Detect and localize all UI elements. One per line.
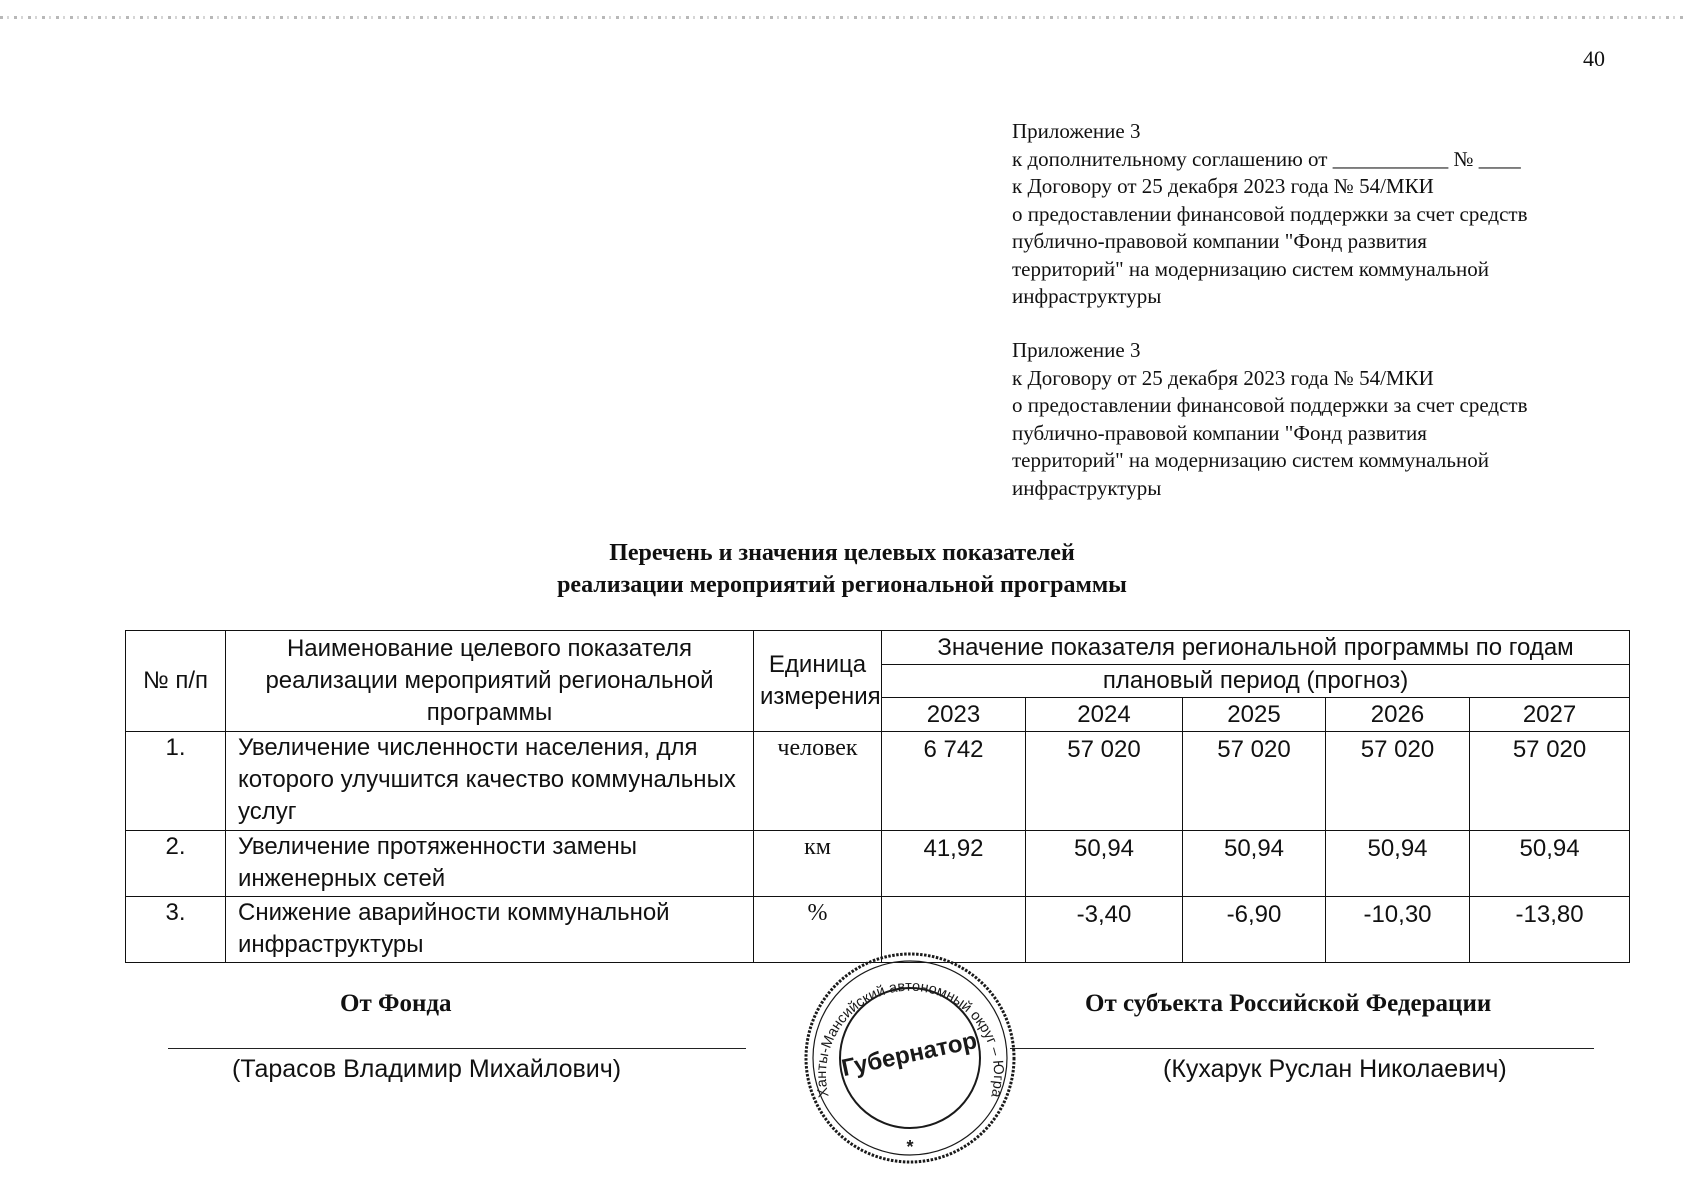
header-unit: Единица измерения — [754, 631, 882, 732]
appendix-line: Приложение 3 — [1012, 119, 1141, 143]
appendix-line: публично-правовой компании "Фонд развития — [1012, 420, 1427, 445]
appendix-line: территорий" на модернизацию систем коммунальной — [1012, 256, 1489, 281]
header-year: 2027 — [1470, 698, 1630, 732]
fund-signer-name: (Тарасов Владимир Михайлович) — [232, 1055, 622, 1083]
value-cell: 6 742 — [882, 732, 1026, 831]
appendix-line: о предоставлении финансовой поддержки за счет средств — [1012, 393, 1528, 417]
header-year: 2026 — [1326, 698, 1470, 732]
unit-cell: человек — [754, 732, 882, 831]
appendix-line: инфраструктуры — [1012, 475, 1162, 500]
appendix-line: Приложение 3 — [1012, 338, 1141, 362]
header-year: 2023 — [882, 698, 1026, 732]
appendix-line: территорий" на модернизацию систем коммунальной — [1012, 448, 1489, 472]
table-row — [126, 732, 1630, 831]
seal-center-text: Губернатор — [839, 1027, 980, 1083]
appendix-line: к Договору от 25 декабря 2023 года № 54/МКИ — [1012, 174, 1434, 198]
appendix-line: к Договору от 25 декабря 2023 года № 54/МКИ — [1012, 365, 1434, 390]
appendix-note-contract — [1012, 337, 1612, 502]
governor-seal — [800, 950, 1020, 1165]
row-number: 3. — [126, 897, 226, 963]
value-cell: -6,90 — [1183, 897, 1326, 963]
value-cell: 57 020 — [1470, 732, 1630, 831]
fund-signature-label: От Фонда — [340, 990, 452, 1017]
header-row — [126, 631, 1630, 665]
value-cell: 50,94 — [1026, 831, 1183, 897]
subject-signature-line — [1010, 1048, 1594, 1049]
page-number: 40 — [1583, 46, 1605, 71]
value-cell: -13,80 — [1470, 897, 1630, 963]
appendix-line: о предоставлении финансовой поддержки за счет средств — [1012, 201, 1528, 226]
row-number: 1. — [126, 732, 226, 831]
header-num: № п/п — [126, 631, 226, 732]
indicator-name: Снижение аварийности коммунальной инфраструктуры — [226, 897, 754, 963]
header-values-group: Значение показателя региональной программы по годам — [882, 631, 1630, 665]
unit-cell: км — [754, 831, 882, 897]
indicator-name: Увеличение численности населения, для которого улучшится качество коммунальных услуг — [226, 732, 754, 831]
document-title — [0, 537, 1684, 601]
row-number: 2. — [126, 831, 226, 897]
seal-ring-text: Ханты-Мансийский автономный округ – Югра — [813, 978, 1007, 1099]
value-cell: -3,40 — [1026, 897, 1183, 963]
subject-signature-label: От субъекта Российской Федерации — [1085, 990, 1492, 1017]
title-line-1: Перечень и значения целевых показателей — [609, 540, 1075, 566]
header-year: 2025 — [1183, 698, 1326, 732]
appendix-line: публично-правовой компании "Фонд развития — [1012, 229, 1427, 253]
value-cell: 50,94 — [1470, 831, 1630, 897]
value-cell: 50,94 — [1183, 831, 1326, 897]
appendix-line: инфраструктуры — [1012, 284, 1162, 308]
unit-cell: % — [754, 897, 882, 963]
header-year: 2024 — [1026, 698, 1183, 732]
appendix-line: к дополнительному соглашению от ___________ № ____ — [1012, 146, 1521, 171]
fund-signature-line — [168, 1048, 746, 1049]
value-cell: 57 020 — [1026, 732, 1183, 831]
value-cell: 50,94 — [1326, 831, 1470, 897]
indicator-name: Увеличение протяженности замены инженерных сетей — [226, 831, 754, 897]
value-cell: 57 020 — [1326, 732, 1470, 831]
subject-signer-name: (Кухарук Руслан Николаевич) — [1163, 1055, 1507, 1083]
header-planned-period: плановый период (прогноз) — [882, 665, 1630, 698]
header-name: Наименование целевого показателя реализации мероприятий региональной программы — [226, 631, 754, 732]
appendix-note-additional-agreement — [1012, 118, 1612, 311]
table-row — [126, 831, 1630, 897]
value-cell: 41,92 — [882, 831, 1026, 897]
target-indicators-table — [125, 630, 1630, 963]
title-line-2: реализации мероприятий региональной программы — [557, 572, 1127, 598]
scan-edge-artifact — [0, 16, 1684, 19]
value-cell: -10,30 — [1326, 897, 1470, 963]
seal-star: * — [906, 1137, 914, 1157]
value-cell: 57 020 — [1183, 732, 1326, 831]
